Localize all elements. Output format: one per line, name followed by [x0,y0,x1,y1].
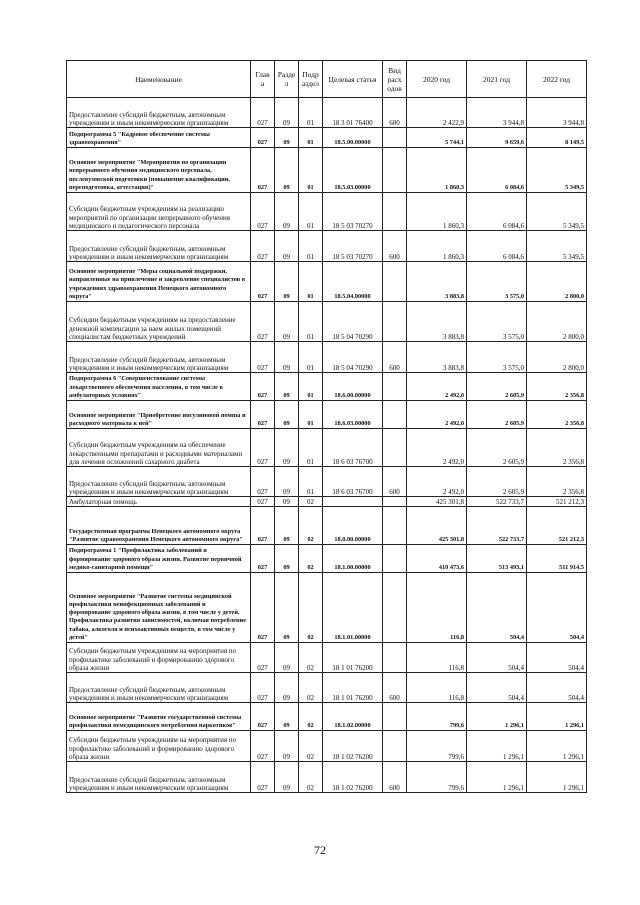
row-2022-cell: 2 800,0 [527,342,587,373]
row-2021-cell: 1 296,1 [467,731,527,762]
row-subsection-cell: 02 [299,731,323,762]
row-2021-cell: 3 944,8 [467,98,527,128]
row-target-cell: 18.1.01.00000 [323,573,383,643]
row-expense-type-cell [383,193,407,231]
table-row [67,545,587,573]
row-name-cell: Основное мероприятие "Меры социальной поддержки, направленные на привлечение и закрепление специалистов в учреждениях здравоохранения Ненецкого автономного округа" [67,262,251,302]
row-target-cell: 18 5 03 70270 [323,231,383,262]
row-2022-cell: 5 349,5 [527,231,587,262]
row-subsection-cell: 02 [299,507,323,545]
row-name-cell: Подпрограмма 6 "Совершенствование системы лекарственного обеспечения населения, в том числе в амбулаторных условиях" [67,373,251,401]
row-section-cell: 09 [275,401,299,429]
table-row [67,148,587,193]
row-subsection-cell: 02 [299,643,323,673]
row-2022-cell: 1 296,1 [527,731,587,762]
row-subsection-cell: 01 [299,148,323,193]
table-row [67,467,587,497]
table-row [67,762,587,793]
table-row [67,673,587,703]
row-2020-cell: 116,8 [407,643,467,673]
table-row [67,342,587,373]
row-target-cell: 18.5.03.00000 [323,148,383,193]
row-section-cell: 09 [275,231,299,262]
row-2021-cell: 3 575,0 [467,342,527,373]
row-chapter-cell: 027 [251,193,275,231]
row-target-cell: 18.1.00.00000 [323,545,383,573]
page-number: 72 [314,843,326,857]
row-2021-cell: 2 605,9 [467,429,527,467]
header-cell: Разде л [275,61,299,98]
row-target-cell: 18.1.02.00000 [323,703,383,731]
row-name-cell: Предоставление субсидий бюджетным, автономным учреждениям и иным некоммерческим организациям [67,342,251,373]
row-2021-cell: 2 605,9 [467,467,527,497]
row-chapter-cell: 027 [251,98,275,128]
row-chapter-cell: 027 [251,429,275,467]
header-cell: Наименование [67,61,251,98]
row-chapter-cell: 027 [251,497,275,507]
row-section-cell: 09 [275,193,299,231]
row-name-cell: Основное мероприятие "Приобретение инсулиновой помпы и расходного материала к ней" [67,401,251,429]
row-section-cell: 09 [275,373,299,401]
row-target-cell: 18.5.04.00000 [323,262,383,302]
table-row [67,231,587,262]
row-subsection-cell: 01 [299,342,323,373]
row-name-cell: Основное мероприятие "Развитие системы медицинской профилактики неинфекционных заболеваний и формирование здорового образа жизни, в том числе у детей. Профилактика развития зависимостей, включая потребление табака, алкоголя и психоактивных веществ, в том числе у детей" [67,573,251,643]
row-chapter-cell: 027 [251,342,275,373]
row-2020-cell: 3 883,8 [407,302,467,342]
row-2020-cell: 1 860,3 [407,231,467,262]
row-expense-type-cell: 600 [383,342,407,373]
row-section-cell: 09 [275,507,299,545]
row-2021-cell: 6 084,6 [467,148,527,193]
row-2020-cell: 2 422,9 [407,98,467,128]
row-section-cell: 09 [275,429,299,467]
table-row [67,128,587,148]
row-2022-cell: 521 212,3 [527,507,587,545]
row-2020-cell: 1 860,3 [407,148,467,193]
table-row [67,98,587,128]
row-expense-type-cell: 600 [383,467,407,497]
row-expense-type-cell [383,703,407,731]
row-section-cell: 09 [275,302,299,342]
row-chapter-cell: 027 [251,401,275,429]
row-name-cell: Основное мероприятие "Мероприятия по организации непрерывного обучения медицинского персонала, послевузовской подготовки (повышение квалификации, переподготовка, аттестация)" [67,148,251,193]
header-cell: 2022 год [527,61,587,98]
row-subsection-cell: 02 [299,703,323,731]
row-subsection-cell: 01 [299,467,323,497]
row-name-cell: Предоставление субсидий бюджетным, автономным учреждениям и иным некоммерческим организациям [67,762,251,793]
row-2022-cell: 5 349,5 [527,148,587,193]
table-row [67,731,587,762]
table-row [67,429,587,467]
row-subsection-cell: 02 [299,573,323,643]
row-section-cell: 09 [275,573,299,643]
row-subsection-cell: 01 [299,262,323,302]
row-expense-type-cell [383,497,407,507]
row-2022-cell: 504,4 [527,643,587,673]
row-name-cell: Субсидии бюджетным учреждениям на предоставление денежной компенсации за наем жилых помещений специалистам бюджетных учреждений [67,302,251,342]
row-name-cell: Предоставление субсидий бюджетным, автономным учреждениям и иным некоммерческим организациям [67,673,251,703]
table-row [67,643,587,673]
row-section-cell: 09 [275,467,299,497]
row-2021-cell: 522 733,7 [467,497,527,507]
row-2021-cell: 1 296,1 [467,762,527,793]
row-expense-type-cell [383,401,407,429]
row-subsection-cell: 01 [299,302,323,342]
row-chapter-cell: 027 [251,128,275,148]
row-2021-cell: 522 733,7 [467,507,527,545]
row-2021-cell: 1 296,1 [467,703,527,731]
table-row [67,573,587,643]
row-2022-cell: 511 914,5 [527,545,587,573]
row-2022-cell: 521 212,3 [527,497,587,507]
row-2022-cell: 2 356,8 [527,401,587,429]
row-expense-type-cell [383,507,407,545]
row-2020-cell: 116,8 [407,573,467,643]
row-expense-type-cell [383,373,407,401]
row-2020-cell: 5 744,1 [407,128,467,148]
row-section-cell: 09 [275,673,299,703]
header-cell: Целевая статья [323,61,383,98]
row-2020-cell: 2 492,0 [407,467,467,497]
row-2021-cell: 504,4 [467,643,527,673]
row-2020-cell: 2 492,0 [407,401,467,429]
row-expense-type-cell [383,262,407,302]
row-2021-cell: 9 659,6 [467,128,527,148]
row-expense-type-cell: 600 [383,762,407,793]
row-chapter-cell: 027 [251,373,275,401]
row-2020-cell: 116,8 [407,673,467,703]
row-target-cell: 18 6 03 76700 [323,467,383,497]
row-2021-cell: 6 084,6 [467,231,527,262]
row-name-cell: Субсидии бюджетным учреждениям на реализацию мероприятий по организации непрерывного обучения медицинского и педагогического персонала [67,193,251,231]
row-chapter-cell: 027 [251,643,275,673]
row-section-cell: 09 [275,262,299,302]
row-name-cell: Субсидии бюджетным учреждениям на обеспечение лекарственными препаратами и расходными материалами для лечения осложнений сахарного диабета [67,429,251,467]
row-2022-cell: 2 356,8 [527,429,587,467]
header-cell: 2021 год [467,61,527,98]
row-2020-cell: 3 883,8 [407,262,467,302]
row-section-cell: 09 [275,703,299,731]
row-section-cell: 09 [275,128,299,148]
table-row [67,373,587,401]
row-target-cell: 18 1 01 76200 [323,643,383,673]
row-target-cell: 18.0.00.00000 [323,507,383,545]
row-target-cell: 18.6.03.00000 [323,401,383,429]
row-name-cell: Предоставление субсидий бюджетным, автономным учреждениям и иным некоммерческим организациям [67,98,251,128]
row-2022-cell: 2 800,0 [527,262,587,302]
row-subsection-cell: 02 [299,762,323,793]
header-cell: Подр аздел [299,61,323,98]
row-chapter-cell: 027 [251,673,275,703]
row-name-cell: Подпрограмма 5 "Кадровое обеспечение системы здравоохранения" [67,128,251,148]
table-row [67,193,587,231]
row-expense-type-cell [383,573,407,643]
row-2020-cell: 425 301,8 [407,497,467,507]
row-2022-cell: 5 349,5 [527,193,587,231]
row-expense-type-cell: 600 [383,231,407,262]
row-section-cell: 09 [275,342,299,373]
row-2020-cell: 3 883,8 [407,342,467,373]
table-row [67,497,587,507]
row-chapter-cell: 027 [251,507,275,545]
row-target-cell: 18 6 03 76700 [323,429,383,467]
row-subsection-cell: 02 [299,545,323,573]
row-target-cell: 18 5 04 70290 [323,302,383,342]
row-expense-type-cell [383,731,407,762]
header-cell: Глав а [251,61,275,98]
row-2022-cell: 3 944,8 [527,98,587,128]
row-section-cell: 09 [275,545,299,573]
row-2022-cell: 1 296,1 [527,762,587,793]
row-chapter-cell: 027 [251,573,275,643]
row-2020-cell: 799,6 [407,731,467,762]
row-expense-type-cell [383,128,407,148]
row-chapter-cell: 027 [251,148,275,193]
row-chapter-cell: 027 [251,467,275,497]
row-subsection-cell: 01 [299,98,323,128]
row-subsection-cell: 02 [299,673,323,703]
row-2021-cell: 3 575,0 [467,302,527,342]
row-2022-cell: 2 356,8 [527,467,587,497]
row-2021-cell: 6 084,6 [467,193,527,231]
row-2021-cell: 2 605,9 [467,373,527,401]
row-name-cell: Подпрограмма 1 "Профилактика заболеваний и формирование здорового образа жизни. Развитие первичной медико-санитарной помощи" [67,545,251,573]
row-expense-type-cell [383,302,407,342]
row-2020-cell: 799,6 [407,762,467,793]
table-row [67,507,587,545]
row-2022-cell: 8 149,5 [527,128,587,148]
row-target-cell: 18 5 03 70270 [323,193,383,231]
row-2021-cell: 504,4 [467,573,527,643]
row-target-cell: 18 3 01 76400 [323,98,383,128]
row-target-cell: 18 1 02 76200 [323,731,383,762]
row-2022-cell: 504,4 [527,573,587,643]
row-subsection-cell: 01 [299,128,323,148]
budget-table [66,60,587,793]
row-2020-cell: 410 473,6 [407,545,467,573]
row-2020-cell: 799,6 [407,703,467,731]
row-subsection-cell: 02 [299,497,323,507]
row-chapter-cell: 027 [251,731,275,762]
row-subsection-cell: 01 [299,193,323,231]
row-2021-cell: 504,4 [467,673,527,703]
row-expense-type-cell [383,643,407,673]
row-expense-type-cell: 600 [383,673,407,703]
row-section-cell: 09 [275,98,299,128]
row-2020-cell: 425 301,8 [407,507,467,545]
table-row [67,703,587,731]
row-2022-cell: 504,4 [527,673,587,703]
row-2021-cell: 2 605,9 [467,401,527,429]
row-chapter-cell: 027 [251,262,275,302]
header-row [67,61,587,98]
header-cell: Вид расх одов [383,61,407,98]
row-expense-type-cell [383,429,407,467]
row-chapter-cell: 027 [251,302,275,342]
row-name-cell: Амбулаторная помощь [67,497,251,507]
table-row [67,262,587,302]
row-expense-type-cell [383,545,407,573]
row-target-cell: 18 1 02 76200 [323,762,383,793]
row-expense-type-cell [383,148,407,193]
row-name-cell: Государственная программа Ненецкого автономного округа "Развитие здравоохранения Ненецкого автономного округа" [67,507,251,545]
row-target-cell: 18.5.00.00000 [323,128,383,148]
row-name-cell: Предоставление субсидий бюджетным, автономным учреждениям и иным некоммерческим организациям [67,231,251,262]
row-target-cell: 18 1 01 76200 [323,673,383,703]
header-cell: 2020 год [407,61,467,98]
row-section-cell: 09 [275,731,299,762]
row-2020-cell: 1 860,3 [407,193,467,231]
row-target-cell: 18.6.00.00000 [323,373,383,401]
row-chapter-cell: 027 [251,762,275,793]
row-target-cell [323,497,383,507]
row-chapter-cell: 027 [251,545,275,573]
row-chapter-cell: 027 [251,703,275,731]
row-subsection-cell: 01 [299,373,323,401]
row-chapter-cell: 027 [251,231,275,262]
row-2021-cell: 513 493,1 [467,545,527,573]
row-2021-cell: 3 575,0 [467,262,527,302]
row-name-cell: Субсидии бюджетным учреждениям на мероприятия по профилактике заболеваний и формированию здорового образа жизни [67,731,251,762]
row-expense-type-cell: 600 [383,98,407,128]
row-2022-cell: 2 800,0 [527,302,587,342]
row-subsection-cell: 01 [299,429,323,467]
row-section-cell: 09 [275,497,299,507]
table-row [67,302,587,342]
row-name-cell: Основное мероприятие "Развитие государственной системы профилактики немедицинского потребления наркотиков" [67,703,251,731]
row-2022-cell: 1 296,1 [527,703,587,731]
row-2022-cell: 2 356,8 [527,373,587,401]
row-name-cell: Субсидии бюджетным учреждениям на мероприятия по профилактике заболеваний и формированию здорового образа жизни [67,643,251,673]
row-section-cell: 09 [275,762,299,793]
row-name-cell: Предоставление субсидий бюджетным, автономным учреждениям и иным некоммерческим организациям [67,467,251,497]
table-row [67,401,587,429]
row-target-cell: 18 5 04 70290 [323,342,383,373]
row-subsection-cell: 01 [299,401,323,429]
row-section-cell: 09 [275,148,299,193]
row-section-cell: 09 [275,643,299,673]
row-2020-cell: 2 492,0 [407,429,467,467]
row-subsection-cell: 01 [299,231,323,262]
row-2020-cell: 2 492,0 [407,373,467,401]
